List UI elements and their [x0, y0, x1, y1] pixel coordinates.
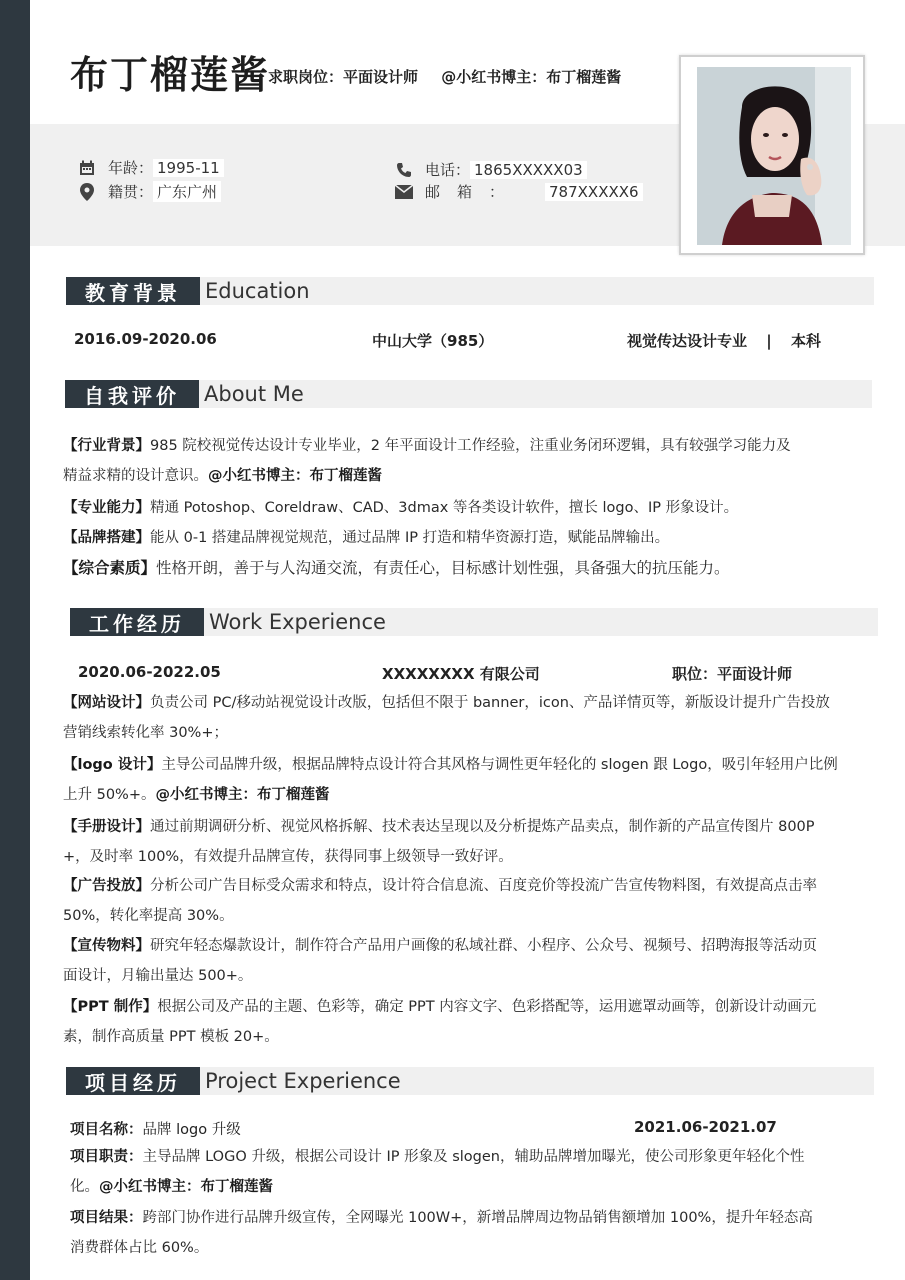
work-text: 研究年轻态爆款设计，制作符合产品用户画像的私域社群、小程序、公众号、视频号、招聘海报等活动页 [150, 938, 817, 954]
about-title-en: About Me [204, 382, 304, 406]
project-duty [70, 1143, 880, 1202]
work-item [63, 932, 883, 991]
education-school: 中山大学（985） [372, 332, 494, 350]
about-header [65, 380, 872, 408]
phone-row [393, 159, 587, 180]
project-result-text: 跨部门协作进行品牌升级宣传，全网曝光 100W+，新增品牌周边物品销售额增加 100%，提升年轻态高 [142, 1210, 813, 1226]
hometown-value: 广东广州 [153, 181, 221, 202]
about-item [63, 554, 883, 584]
work-title-cn: 工作经历 [70, 608, 204, 636]
work-text-cont: 50%，转化率提高 30%。 [63, 907, 234, 924]
calendar-icon [76, 159, 98, 177]
work-company: XXXXXXXX 有限公司 [382, 665, 540, 683]
work-text-cont: 营销线索转化率 30%+； [63, 724, 228, 741]
about-handle: @小红书博主：布丁榴莲酱 [208, 467, 382, 484]
project-result-cont: 消费群体占比 60%。 [70, 1239, 209, 1256]
work-header [70, 608, 878, 636]
about-tag: 【行业背景】 [63, 438, 150, 454]
work-item [63, 872, 883, 931]
work-item [63, 993, 883, 1052]
work-tag: 【logo 设计】 [63, 757, 162, 773]
work-item [63, 813, 883, 872]
about-tag: 【综合素质】 [63, 559, 157, 577]
project-header [66, 1067, 874, 1095]
work-text: 根据公司及产品的主题、色彩等，确定 PPT 内容文字、色彩搭配等，运用遮罩动画等，创新设计动画元 [157, 999, 817, 1015]
resume-name: 布丁榴莲酱 [70, 53, 271, 97]
about-item [63, 524, 883, 554]
project-name-label: 项目名称： [70, 1122, 143, 1138]
education-header [66, 277, 874, 305]
about-text: 985 院校视觉传达设计专业毕业，2 年平面设计工作经验，注重业务闭环逻辑，具有较强学习能力及 [150, 438, 791, 454]
about-title-cn: 自我评价 [65, 380, 199, 408]
project-duty-text: 主导品牌 LOGO 升级，根据公司设计 IP 形象及 slogen，辅助品牌增加曝光，使公司形象更年轻化个性 [142, 1149, 805, 1165]
project-name-value: 品牌 logo 升级 [142, 1122, 241, 1138]
work-handle: @小红书博主：布丁榴莲酱 [155, 786, 330, 803]
about-item [63, 432, 883, 491]
work-item [63, 689, 883, 748]
about-text: 能从 0-1 搭建品牌视觉规范，通过品牌 IP 打造和精华资源打造，赋能品牌输出。 [150, 530, 670, 546]
job-target: 求职岗位：平面设计师 [268, 68, 419, 86]
phone-value: 1865XXXXX03 [470, 161, 587, 179]
project-title-en: Project Experience [205, 1069, 401, 1093]
work-text: 通过前期调研分析、视觉风格拆解、技术表达呈现以及分析提炼产品卖点，制作新的产品宣传图片 800P [150, 819, 815, 835]
about-text: 性格开朗，善于与人沟通交流，有责任心，目标感计划性强，具备强大的抗压能力。 [156, 559, 730, 577]
work-title-en: Work Experience [209, 610, 386, 634]
age-label: 年龄： [108, 159, 154, 177]
email-label: 邮 箱 ： [425, 183, 506, 201]
degree-text: 本科 [790, 332, 821, 350]
left-accent-bar [0, 0, 30, 1280]
about-item [63, 494, 883, 524]
about-tag: 【品牌搭建】 [63, 530, 150, 546]
project-handle: @小红书博主：布丁榴莲酱 [99, 1178, 273, 1195]
education-dates: 2016.09-2020.06 [74, 330, 217, 348]
profile-photo [697, 67, 851, 245]
location-pin-icon [76, 183, 98, 201]
work-text-cont: 上升 50%+。 [63, 786, 156, 803]
project-duty-label: 项目职责： [70, 1149, 143, 1165]
education-title-en: Education [205, 279, 310, 303]
work-text-cont: 面设计，月输出量达 500+。 [63, 967, 253, 984]
project-dates: 2021.06-2021.07 [634, 1118, 777, 1136]
project-result-label: 项目结果： [70, 1210, 143, 1226]
about-text-cont: 精益求精的设计意识。 [63, 467, 208, 484]
education-title-cn: 教育背景 [66, 277, 200, 305]
work-text: 主导公司品牌升级，根据品牌特点设计符合其风格与调性更年轻化的 slogen 跟 Logo，吸引年轻用户比例 [161, 757, 838, 773]
work-tag: 【宣传物料】 [63, 938, 150, 954]
work-tag: 【网站设计】 [63, 695, 150, 711]
hometown-label: 籍贯： [108, 183, 154, 201]
about-text: 精通 Potoshop、Coreldraw、CAD、3dmax 等各类设计软件，擅长 logo、IP 形象设计。 [150, 500, 739, 516]
work-text-cont: 素，制作高质量 PPT 模板 20+。 [63, 1028, 279, 1045]
profile-photo-frame [679, 55, 865, 255]
project-title-cn: 项目经历 [66, 1067, 200, 1095]
email-value: 787XXXXX6 [545, 183, 643, 201]
education-major [627, 330, 821, 351]
about-tag: 【专业能力】 [63, 500, 150, 516]
header-subtitle [268, 66, 639, 87]
work-text: 负责公司 PC/移动站视觉设计改版，包括但不限于 banner，icon、产品详情页等，新版设计提升广告投放 [150, 695, 830, 711]
work-dates: 2020.06-2022.05 [78, 663, 221, 681]
project-name-row [70, 1118, 241, 1139]
hometown-row [76, 181, 221, 202]
social-handle: @小红书博主：布丁榴莲酱 [441, 68, 622, 86]
email-row [393, 181, 643, 202]
separator: | [766, 332, 772, 350]
project-duty-cont: 化。 [70, 1178, 99, 1195]
phone-icon [393, 161, 415, 179]
work-tag: 【手册设计】 [63, 819, 150, 835]
work-item [63, 751, 883, 810]
work-title: 职位：平面设计师 [672, 665, 793, 683]
envelope-icon [393, 183, 415, 201]
work-text: 分析公司广告目标受众需求和特点，设计符合信息流、百度竞价等投流广告宣传物料图，有效提高点击率 [150, 878, 817, 894]
work-text-cont: +，及时率 100%，有效提升品牌宣传，获得同事上级领导一致好评。 [63, 848, 513, 865]
age-row [76, 157, 224, 178]
work-tag: 【广告投放】 [63, 878, 150, 894]
age-value: 1995-11 [153, 159, 224, 177]
major-text: 视觉传达设计专业 [627, 332, 748, 350]
phone-label: 电话： [425, 161, 471, 179]
work-tag: 【PPT 制作】 [63, 999, 158, 1015]
project-result [70, 1204, 880, 1263]
